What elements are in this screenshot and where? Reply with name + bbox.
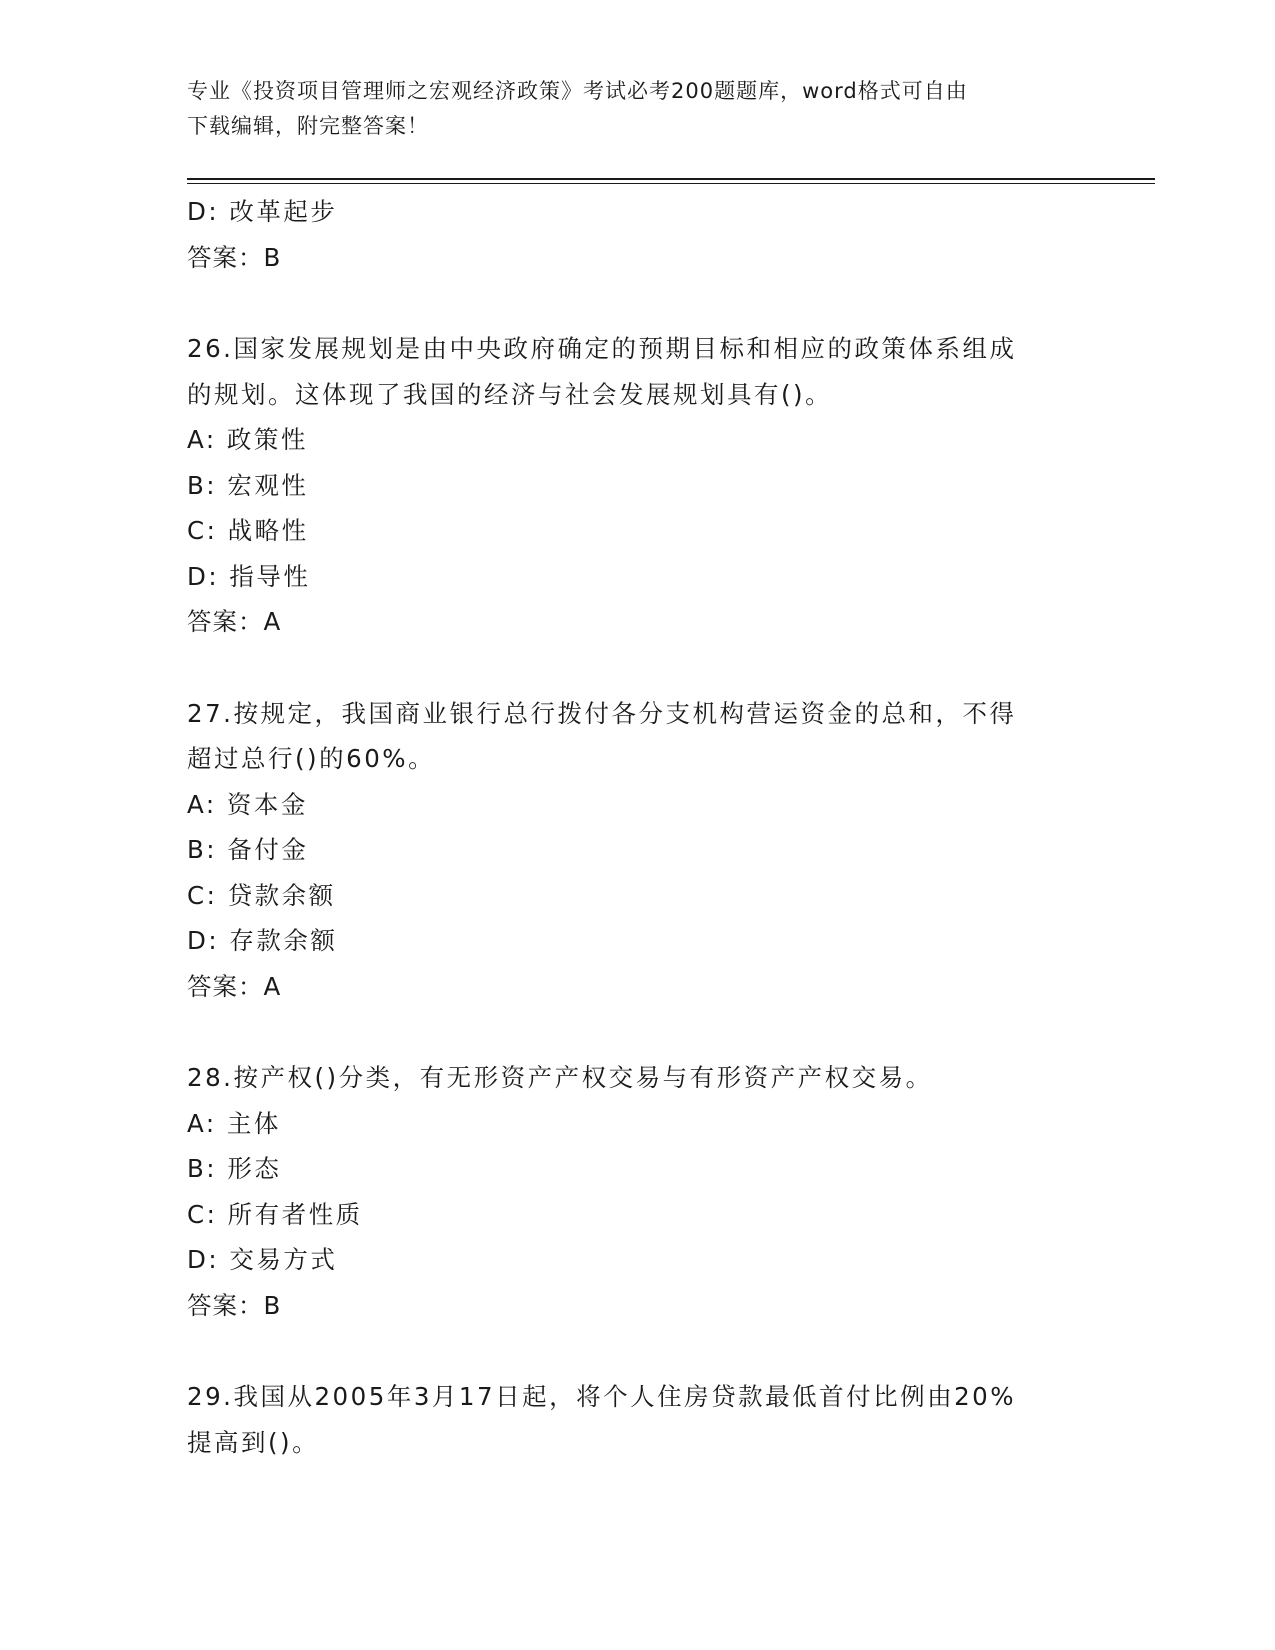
question-stem-line: 28.按产权()分类，有无形资产产权交易与有形资产产权交易。 (187, 1063, 933, 1092)
option-b: B: 宏观性 (187, 470, 309, 500)
option-c: C: 所有者性质 (187, 1199, 363, 1229)
question-29 (187, 1374, 1087, 1465)
question-stem-line: 26.国家发展规划是由中央政府确定的预期目标和相应的政策体系组成 (187, 334, 1017, 363)
option-d: D: 交易方式 (187, 1245, 338, 1274)
previous-question-tail (187, 189, 1087, 280)
option-c: C: 战略性 (187, 516, 309, 545)
question-list (187, 189, 1087, 1465)
header-line-2: 下载编辑，附完整答案！ (187, 114, 429, 138)
header-line-1: 专业《投资项目管理师之宏观经济政策》考试必考200题题库，word格式可自由 (187, 79, 968, 103)
question-stem-line: 29.我国从2005年3月17日起，将个人住房贷款最低首付比例由20% (187, 1382, 1017, 1411)
option-a: A: 主体 (187, 1108, 281, 1138)
answer-line: 答案：B (187, 1290, 282, 1320)
answer-line: 答案：B (187, 242, 282, 272)
question-stem-line: 超过总行()的60%。 (187, 744, 436, 773)
document-header (187, 74, 1087, 144)
option-a: A: 资本金 (187, 789, 308, 819)
header-divider-thick (187, 178, 1155, 180)
spacer (187, 1328, 1087, 1374)
option-d: D: 改革起步 (187, 197, 338, 226)
option-b: B: 备付金 (187, 835, 309, 864)
option-d: D: 存款余额 (187, 926, 338, 955)
answer-line: 答案：A (187, 607, 282, 636)
question-28 (187, 1055, 1087, 1328)
header-divider-thin (187, 183, 1155, 184)
option-d: D: 指导性 (187, 561, 311, 591)
spacer (187, 1009, 1087, 1055)
question-27 (187, 691, 1087, 1010)
question-stem-line: 27.按规定，我国商业银行总行拨付各分支机构营运资金的总和，不得 (187, 698, 1017, 728)
answer-line: 答案：A (187, 971, 282, 1001)
option-a: A: 政策性 (187, 425, 308, 454)
spacer (187, 280, 1087, 326)
option-b: B: 形态 (187, 1154, 282, 1183)
question-stem-line: 的规划。这体现了我国的经济与社会发展规划具有()。 (187, 379, 833, 409)
spacer (187, 645, 1087, 691)
question-stem-line: 提高到()。 (187, 1427, 320, 1457)
option-c: C: 贷款余额 (187, 880, 336, 910)
question-26 (187, 326, 1087, 645)
